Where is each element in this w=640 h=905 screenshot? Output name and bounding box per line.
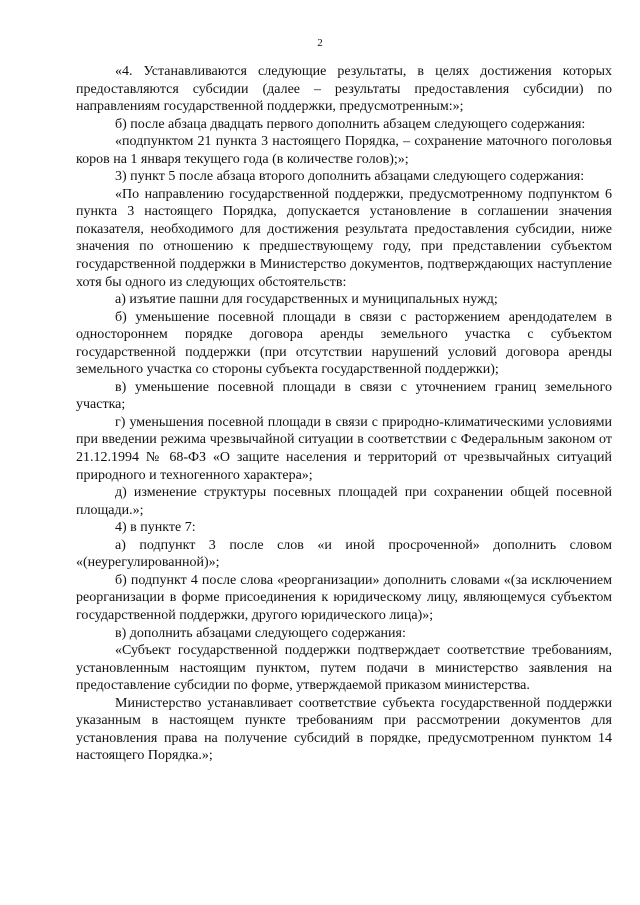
paragraph-3: «подпунктом 21 пункта 3 настоящего Порядка, – сохранение маточного поголовья коров на 1 января текущего года (в количестве голов);»; bbox=[76, 134, 612, 167]
paragraph-13: б) подпункт 4 после слова «реорганизации» дополнить словами «(за исключением реорганизации в форме присоединения к юридическому лицу, являющемуся субъектом государственной поддержки, другого юридического лица)»; bbox=[76, 572, 612, 623]
paragraph-10: д) изменение структуры посевных площадей при сохранении общей посевной площади.»; bbox=[76, 485, 612, 518]
paragraph-9: г) уменьшения посевной площади в связи с природно-климатическими условиями при введении режима чрезвычайной ситуации в соответствии с Федеральным законом от 21.12.1994 № 68-ФЗ «О защите населения и территорий от чрезвычайных ситуаций природного и техногенного характера»; bbox=[76, 414, 612, 483]
paragraph-7: б) уменьшение посевной площади в связи с расторжением арендодателем в одностороннем порядке договора аренды земельного участка с субъектом государственной поддержки (при отсутствии нарушений условий договора аренды земельного участка со стороны субъекта государственной поддержки); bbox=[76, 309, 612, 378]
paragraph-5: «По направлению государственной поддержки, предусмотренному подпунктом 6 пункта 3 настоящего Порядка, допускается установление в соглашении значения показателя, необходимого для достижения результата предоставления субсидии, ниже значения по отношению к предшествующему году, при представлении субъектом государственной поддержки в Министерство документов, подтверждающих наступление хотя бы одного из следующих обстоятельств: bbox=[76, 186, 612, 290]
paragraph-16: Министерство устанавливает соответствие субъекта государственной поддержки указанным в настоящем пункте требованиям при рассмотрении документов для установления права на получение субсидий в порядке, предусмотренном пунктом 14 настоящего Порядка.»; bbox=[76, 695, 612, 764]
paragraph-2: б) после абзаца двадцать первого дополнить абзацем следующего содержания: bbox=[115, 116, 586, 132]
page-number: 2 bbox=[317, 37, 323, 49]
paragraph-11: 4) в пункте 7: bbox=[115, 520, 196, 536]
paragraph-12: а) подпункт 3 после слов «и иной просроченной» дополнить словом «(неурегулированной)»; bbox=[76, 537, 612, 571]
paragraph-8: в) уменьшение посевной площади в связи с уточнением границ земельного участка; bbox=[76, 379, 612, 413]
document-body bbox=[76, 63, 612, 765]
paragraph-1: «4. Устанавливаются следующие результаты, в целях достижения которых предоставляются субсидии (далее – результаты предоставления субсидии) по направлениям государственной поддержки, предусмотренным:»; bbox=[76, 64, 612, 115]
paragraph-4: 3) пункт 5 после абзаца второго дополнить абзацами следующего содержания: bbox=[115, 169, 585, 185]
paragraph-14: в) дополнить абзацами следующего содержания: bbox=[115, 625, 406, 641]
paragraph-6: а) изъятие пашни для государственных и муниципальных нужд; bbox=[115, 292, 498, 308]
paragraph-15: «Субъект государственной поддержки подтверждает соответствие требованиям, установленным настоящим пунктом, путем подачи в министерство заявления на предоставление субсидии по форме, утверждаемой приказом министерства. bbox=[76, 643, 612, 694]
